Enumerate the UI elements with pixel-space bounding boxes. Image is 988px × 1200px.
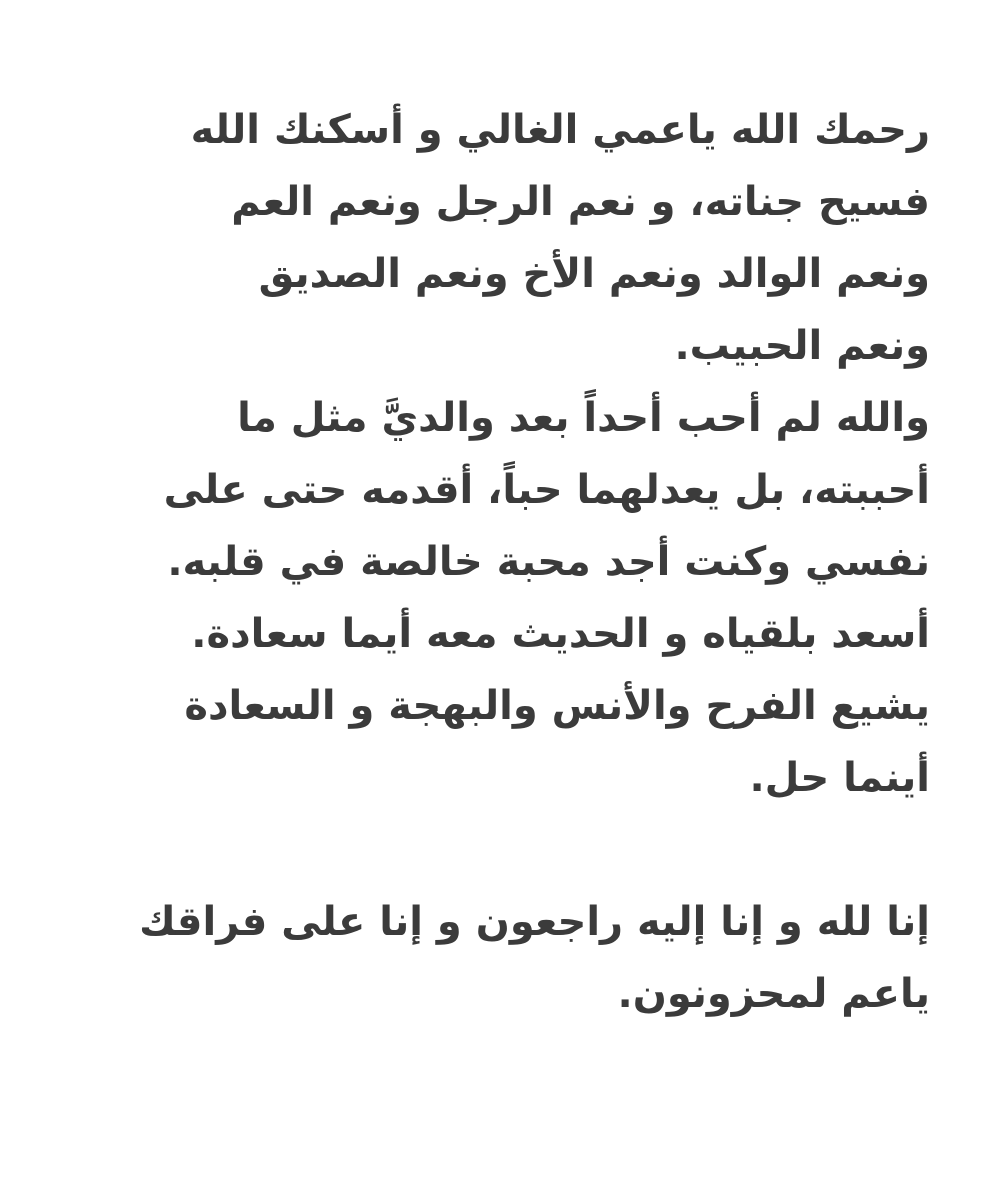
text-line: رحمك الله ياعمي الغالي و أسكنك الله <box>190 107 930 153</box>
text-line: ياعم لمحزونون. <box>617 971 930 1017</box>
text-line: نفسي وكنت أجد محبة خالصة في قلبه. <box>167 539 930 585</box>
text-line: ونعم الوالد ونعم الأخ ونعم الصديق <box>258 251 930 297</box>
paragraph-spacer <box>70 814 930 886</box>
text-line: والله لم أحب أحداً بعد والديَّ مثل ما <box>237 395 930 441</box>
text-line: ونعم الحبيب. <box>674 323 930 369</box>
text-line: فسيح جناته، و نعم الرجل ونعم العم <box>231 179 930 225</box>
text-line: يشيع الفرح والأنس والبهجة و السعادة <box>184 683 930 729</box>
text-line: أحببته، بل يعدلهما حباً، أقدمه حتى على <box>163 467 930 513</box>
text-line: إنا لله و إنا إليه راجعون و إنا على فراقك <box>139 899 930 945</box>
document-text <box>70 94 930 1030</box>
text-line: أسعد بلقياه و الحديث معه أيما سعادة. <box>191 611 930 657</box>
text-line: أينما حل. <box>749 755 930 801</box>
